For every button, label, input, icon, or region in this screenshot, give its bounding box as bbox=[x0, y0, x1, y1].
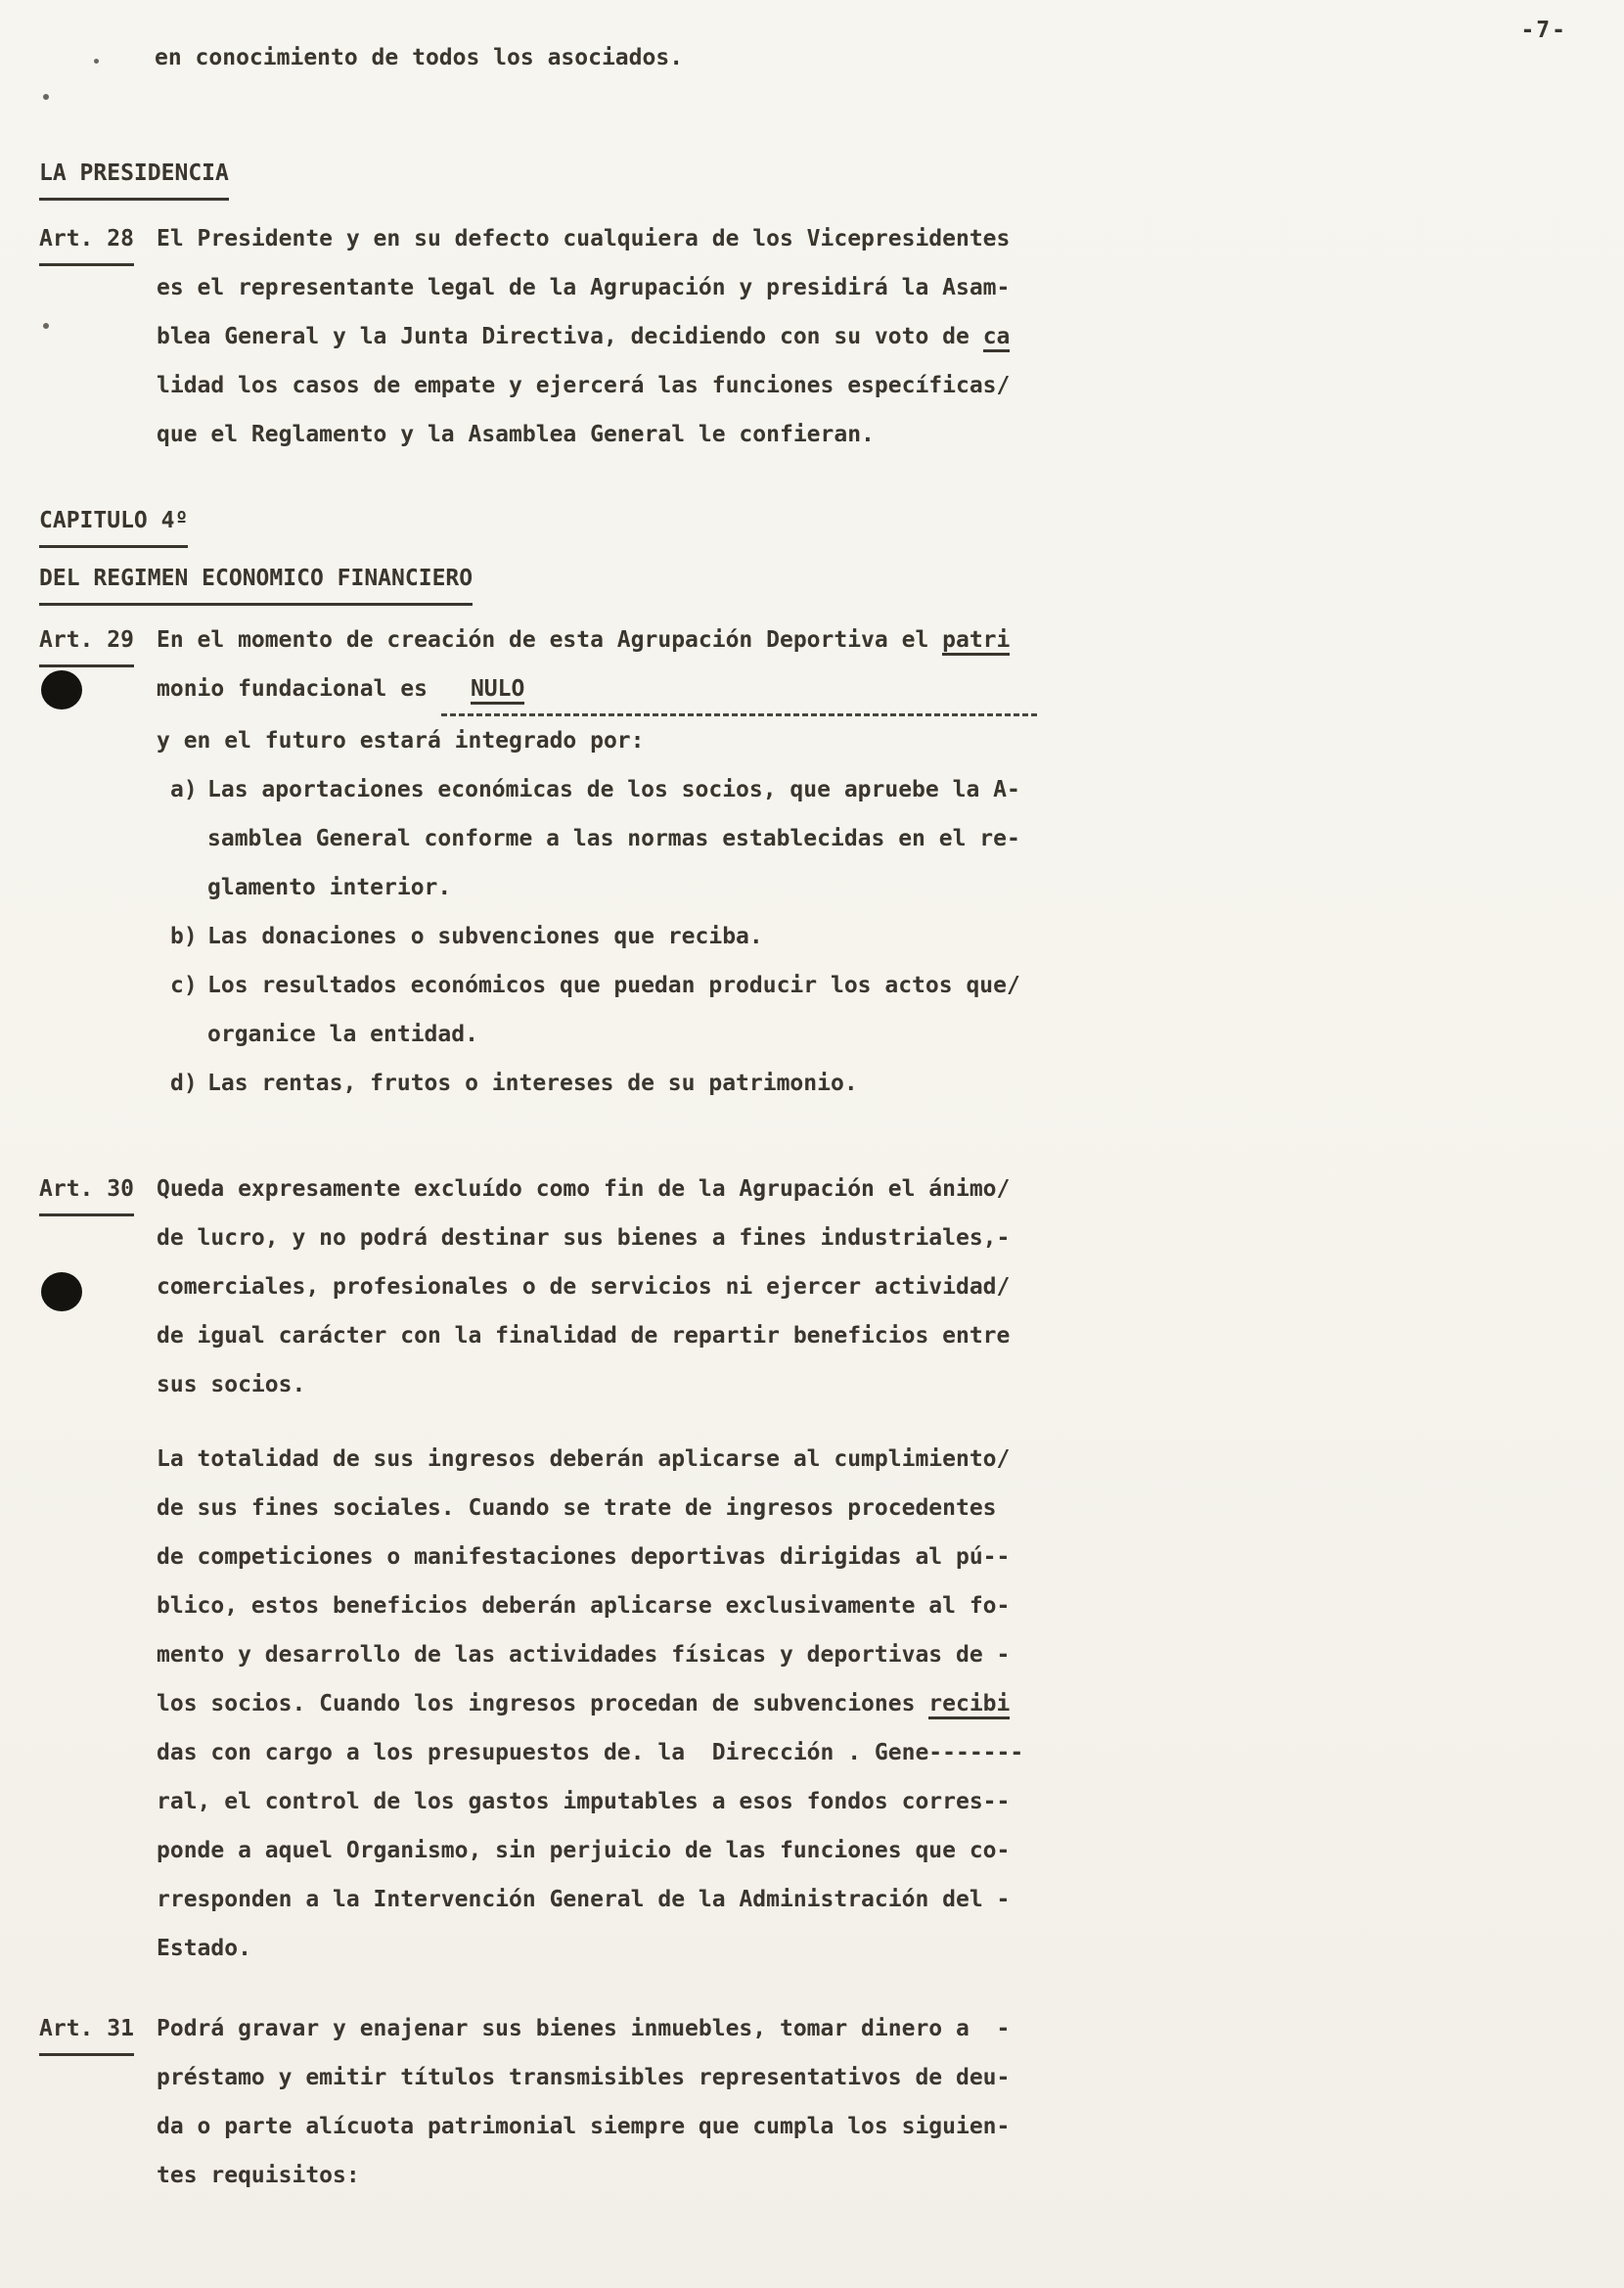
text-line: de igual carácter con la finalidad de repartir beneficios entre bbox=[157, 1323, 1011, 1349]
fill-in-line bbox=[157, 664, 1037, 716]
text-line: de competiciones o manifestaciones deportivas dirigidas al pú-- bbox=[157, 1544, 1011, 1570]
list-item-c bbox=[170, 961, 1037, 1059]
text-line bbox=[157, 616, 1037, 664]
ink-dot bbox=[41, 1272, 82, 1311]
text-line: que el Reglamento y la Asamblea General le confieran. bbox=[157, 422, 875, 447]
section-heading-presidencia: LA PRESIDENCIA bbox=[39, 149, 229, 201]
text-line: de lucro, y no podrá destinar sus bienes a fines industriales,- bbox=[157, 1225, 1011, 1251]
text-line bbox=[157, 312, 1037, 361]
text-line: La totalidad de sus ingresos deberán aplicarse al cumplimiento/ bbox=[157, 1446, 1011, 1472]
fill-value: NULO bbox=[471, 676, 524, 705]
article-label-text: Art. 29 bbox=[39, 616, 134, 667]
list-item-lines bbox=[207, 961, 1037, 1059]
section-presidencia bbox=[39, 82, 1076, 201]
article-label-text: Art. 30 bbox=[39, 1165, 134, 1216]
text-line: préstamo y emitir títulos transmisibles representativos de deu- bbox=[157, 2065, 1011, 2090]
scan-speck bbox=[94, 59, 99, 64]
section-capitulo bbox=[39, 459, 1076, 548]
scan-speck bbox=[43, 323, 49, 329]
text-line: El Presidente y en su defecto cualquiera de los Vicepresidentes bbox=[157, 226, 1011, 252]
article-label-text: Art. 31 bbox=[39, 2004, 134, 2056]
article-label bbox=[39, 2004, 157, 2056]
article-31 bbox=[39, 2004, 1076, 2200]
text-line: Podrá gravar y enajenar sus bienes inmuebles, tomar dinero a - bbox=[157, 2016, 1011, 2041]
text-segment: los socios. Cuando los ingresos procedan de subvenciones bbox=[157, 1691, 929, 1716]
section-regimen bbox=[39, 548, 1076, 606]
article-label-text: Art. 28 bbox=[39, 214, 134, 266]
fill-blank bbox=[441, 664, 1037, 716]
ink-dot bbox=[41, 670, 82, 709]
text-line: mento y desarrollo de las actividades físicas y deportivas de - bbox=[157, 1642, 1011, 1668]
list-marker: d) bbox=[170, 1071, 198, 1096]
text-line: das con cargo a los presupuestos de. la Dirección . Gene------- bbox=[157, 1740, 1024, 1765]
paragraph-2 bbox=[157, 1435, 1037, 1973]
text-line: ral, el control de los gastos imputables a esos fondos corres-- bbox=[157, 1789, 1011, 1814]
article-30 bbox=[39, 1165, 1076, 1973]
list-marker: c) bbox=[170, 973, 198, 998]
text-line: da o parte alícuota patrimonial siempre que cumpla los siguien- bbox=[157, 2114, 1011, 2139]
text-line: blico, estos beneficios deberán aplicarse exclusivamente al fo- bbox=[157, 1593, 1011, 1619]
text-line bbox=[157, 1679, 1037, 1728]
article-label bbox=[39, 1165, 157, 1216]
text-line: organice la entidad. bbox=[207, 1022, 478, 1047]
list-item-lines bbox=[207, 912, 1037, 961]
article-label bbox=[39, 214, 157, 266]
text-line: Los resultados económicos que puedan producir los actos que/ bbox=[207, 973, 1020, 998]
section-heading-regimen: DEL REGIMEN ECONOMICO FINANCIERO bbox=[39, 554, 473, 606]
text-line: samblea General conforme a las normas establecidas en el re- bbox=[207, 826, 1020, 851]
fill-prefix: monio fundacional es bbox=[157, 676, 428, 702]
list-item-d bbox=[170, 1059, 1037, 1108]
underlined-syllable: patri bbox=[942, 627, 1010, 656]
text-segment: blea General y la Junta Directiva, decidiendo con su voto de bbox=[157, 324, 983, 349]
text-line: Las aportaciones económicas de los socios, que apruebe la A- bbox=[207, 777, 1020, 802]
article-body bbox=[157, 214, 1037, 459]
page-number: -7- bbox=[1520, 18, 1567, 43]
section-heading-capitulo: CAPITULO 4º bbox=[39, 496, 188, 548]
text-line: lidad los casos de empate y ejercerá las funciones específicas/ bbox=[157, 373, 1011, 398]
text-line: glamento interior. bbox=[207, 875, 452, 900]
enumerated-list bbox=[157, 765, 1037, 1108]
text-segment: En el momento de creación de esta Agrupación Deportiva el bbox=[157, 627, 943, 653]
intro-line: en conocimiento de todos los asociados. bbox=[155, 45, 684, 70]
underlined-syllable: ca bbox=[983, 324, 1011, 352]
text-line: tes requisitos: bbox=[157, 2163, 360, 2188]
scan-speck bbox=[43, 94, 49, 100]
text-line: y en el futuro estará integrado por: bbox=[157, 728, 645, 754]
text-line: Queda expresamente excluído como fin de la Agrupación el ánimo/ bbox=[157, 1176, 1011, 1202]
text-line: de sus fines sociales. Cuando se trate de ingresos procedentes bbox=[157, 1495, 997, 1521]
underlined-syllable: recibi bbox=[928, 1691, 1010, 1719]
article-29 bbox=[39, 616, 1076, 1108]
list-item-a bbox=[170, 765, 1037, 912]
list-item-lines bbox=[207, 1059, 1037, 1108]
document-content bbox=[39, 33, 1076, 2200]
text-line: sus socios. bbox=[157, 1372, 306, 1397]
article-body bbox=[157, 1165, 1037, 1973]
list-item-b bbox=[170, 912, 1037, 961]
article-label bbox=[39, 616, 157, 667]
list-item-lines bbox=[207, 765, 1037, 912]
article-body bbox=[157, 616, 1037, 1108]
text-line: comerciales, profesionales o de servicios ni ejercer actividad/ bbox=[157, 1274, 1011, 1300]
text-line: Estado. bbox=[157, 1936, 251, 1961]
article-28 bbox=[39, 214, 1076, 459]
paragraph-1 bbox=[157, 1165, 1037, 1409]
text-line: Las donaciones o subvenciones que reciba. bbox=[207, 924, 763, 949]
article-body bbox=[157, 2004, 1037, 2200]
text-line: es el representante legal de la Agrupación y presidirá la Asam- bbox=[157, 275, 1011, 300]
text-line: ponde a aquel Organismo, sin perjuicio de las funciones que co- bbox=[157, 1838, 1011, 1863]
text-line: rresponden a la Intervención General de la Administración del - bbox=[157, 1887, 1011, 1912]
list-marker: b) bbox=[170, 924, 198, 949]
list-marker: a) bbox=[170, 777, 198, 802]
text-line: Las rentas, frutos o intereses de su patrimonio. bbox=[207, 1071, 858, 1096]
